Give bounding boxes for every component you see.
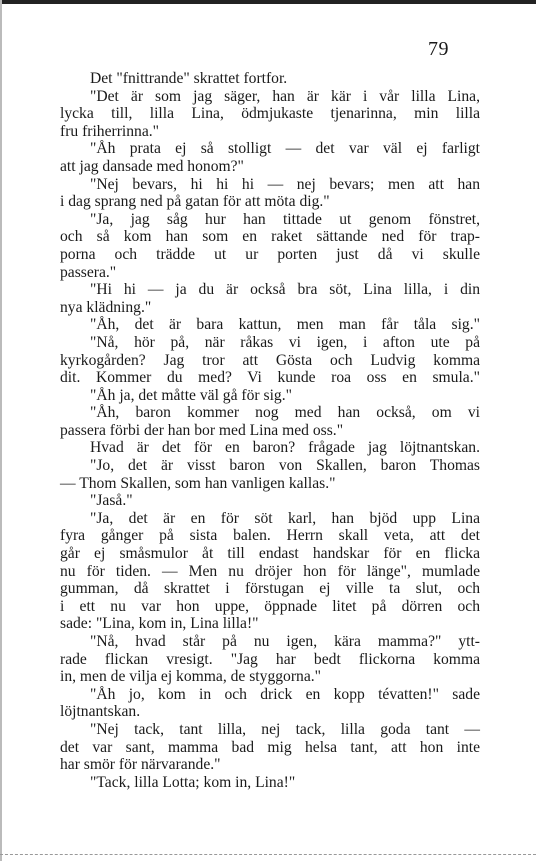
text-line: "Nej bevars, hi hi hi — nej bevars; men att han xyxy=(90,175,480,193)
text-line: "Nej tack, tant lilla, nej tack, lilla goda tant — xyxy=(90,720,480,738)
text-line: i ett nu var hon uppe, öppnade litet på dörren och xyxy=(60,597,480,615)
text-line: i dag sprang ned på gatan för att möta dig." xyxy=(60,193,330,211)
text-line: "Hi hi — ja du är också bra söt, Lina lilla, i din xyxy=(90,281,480,299)
text-line: gumman, då skrattet i förstugan ej ville ta slut, och xyxy=(60,580,480,598)
text-line: har smör för närvarande." xyxy=(60,756,221,774)
text-line: fyra gånger på sista balen. Herrn skall veta, att det xyxy=(60,527,480,545)
text-line: Hvad är det för en baron? frågade jag löjtnantskan. xyxy=(90,439,480,457)
text-line: dit. Kommer du med? Vi kunde roa oss en smula." xyxy=(60,369,480,387)
text-line: rade flickan vresigt. "Jag har bedt flickorna komma xyxy=(60,650,480,668)
text-line: Det "fnittrande" skrattet fortfor. xyxy=(90,70,288,87)
body-text xyxy=(60,70,480,791)
text-line: det var sant, mamma bad mig helsa tant, att hon inte xyxy=(60,738,480,756)
text-line: "Jo, det är visst baron von Skallen, baron Thomas xyxy=(90,457,480,475)
text-line: "Ja, det är en för söt karl, han bjöd upp Lina xyxy=(90,509,480,527)
bottom-page-edge xyxy=(0,854,536,857)
text-line: och så kom han som en raket sättande ned för trap- xyxy=(60,228,480,246)
text-line: passera förbi der han bor med Lina med oss." xyxy=(60,421,344,439)
text-line: "Åh, baron kommer nog med han också, om vi xyxy=(90,404,480,422)
text-line: lycka till, lilla Lina, ödmjukaste tjenarinna, min lilla xyxy=(60,105,480,123)
text-line: passera." xyxy=(60,263,117,281)
text-line: "Nå, hvad står på nu igen, kära mamma?" ytt- xyxy=(90,633,480,650)
text-line: "Ja, jag såg hur han tittade ut genom fönstret, xyxy=(90,210,480,228)
text-line: "Tack, lilla Lotta; kom in, Lina!" xyxy=(90,773,296,791)
text-line: in, men de vilja ej komma, de styggorna." xyxy=(60,668,322,686)
text-line: att jag dansade med honom?" xyxy=(60,157,244,175)
text-line: "Åh prata ej så stolligt — det var väl ej farligt xyxy=(90,140,480,158)
text-line: — Thom Skallen, som han vanligen kallas." xyxy=(60,474,336,492)
text-line: nya klädning." xyxy=(60,298,152,316)
text-line: porna och trädde ut ur porten just då vi skulle xyxy=(60,245,480,263)
text-line: "Åh, det är bara kattun, men man får tåla sig." xyxy=(90,316,480,334)
text-line: nu för tiden. — Men nu dröjer hon för länge", mumlade xyxy=(60,562,480,580)
text-line: löjtnantskan. xyxy=(60,703,141,721)
text-line: "Nå, hör på, när råkas vi igen, i afton ute på xyxy=(90,333,480,351)
text-line: sade: "Lina, kom in, Lina lilla!" xyxy=(60,615,259,633)
text-line: fru friherrinna." xyxy=(60,122,160,140)
text-line: går ej småsmulor åt till endast handskar för en flicka xyxy=(60,545,480,563)
text-line: kyrkogården? Jag tror att Gösta och Ludvig komma xyxy=(60,351,480,369)
left-page-edge xyxy=(0,0,2,861)
top-edge-rule xyxy=(0,0,536,4)
page-number: 79 xyxy=(428,38,449,60)
text-line: "Åh jo, kom in och drick en kopp tévatten!" sade xyxy=(90,685,480,703)
text-line: "Åh ja, det måtte väl gå för sig." xyxy=(90,386,292,404)
text-line: "Jaså." xyxy=(90,492,133,510)
text-line: "Det är som jag säger, han är kär i vår lilla Lina, xyxy=(90,87,480,105)
